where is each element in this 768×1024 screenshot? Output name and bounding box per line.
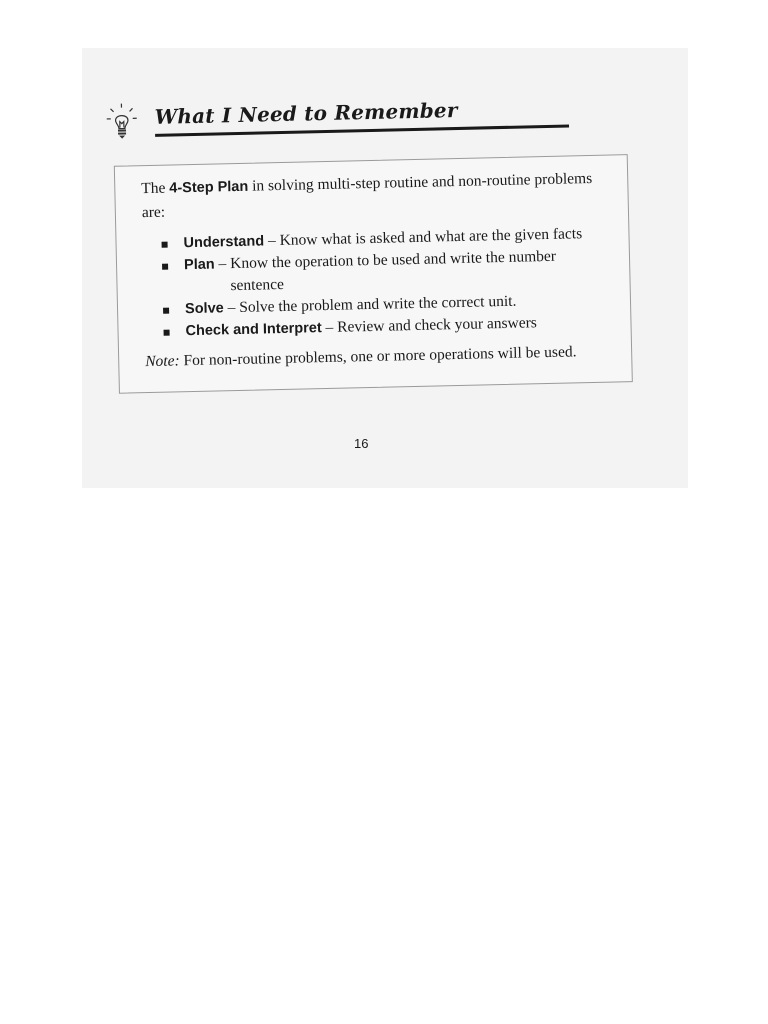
step-desc: – Solve the problem and write the correct unit. bbox=[223, 292, 517, 317]
step-term: Solve bbox=[184, 300, 224, 318]
step-term: Understand bbox=[183, 233, 265, 252]
step-desc: – Know the operation to be used and write the number bbox=[214, 247, 557, 273]
note-label: Note: bbox=[145, 352, 180, 371]
step-desc: – Review and check your answers bbox=[321, 314, 538, 337]
step-term: Plan bbox=[183, 256, 215, 274]
bullet-icon bbox=[164, 330, 170, 336]
intro-post: in solving multi-step routine and non-routine problems are: bbox=[141, 169, 593, 222]
note-body: For non-routine problems, one or more operations will be used. bbox=[179, 343, 577, 370]
lightbulb-icon bbox=[104, 101, 141, 142]
step-desc: – Know what is asked and what are the given facts bbox=[263, 225, 583, 250]
page-number: 16 bbox=[354, 436, 369, 451]
step-term: Check and Interpret bbox=[185, 320, 322, 340]
bullet-icon bbox=[162, 242, 168, 248]
bullet-icon bbox=[162, 264, 168, 270]
intro-bold: 4-Step Plan bbox=[169, 178, 249, 197]
step-desc-continued: sentence bbox=[230, 275, 285, 295]
bullet-icon bbox=[163, 308, 169, 314]
intro-pre: The bbox=[141, 179, 170, 198]
steps-list bbox=[159, 222, 631, 343]
section-title: What I Need to Remember bbox=[154, 97, 458, 129]
